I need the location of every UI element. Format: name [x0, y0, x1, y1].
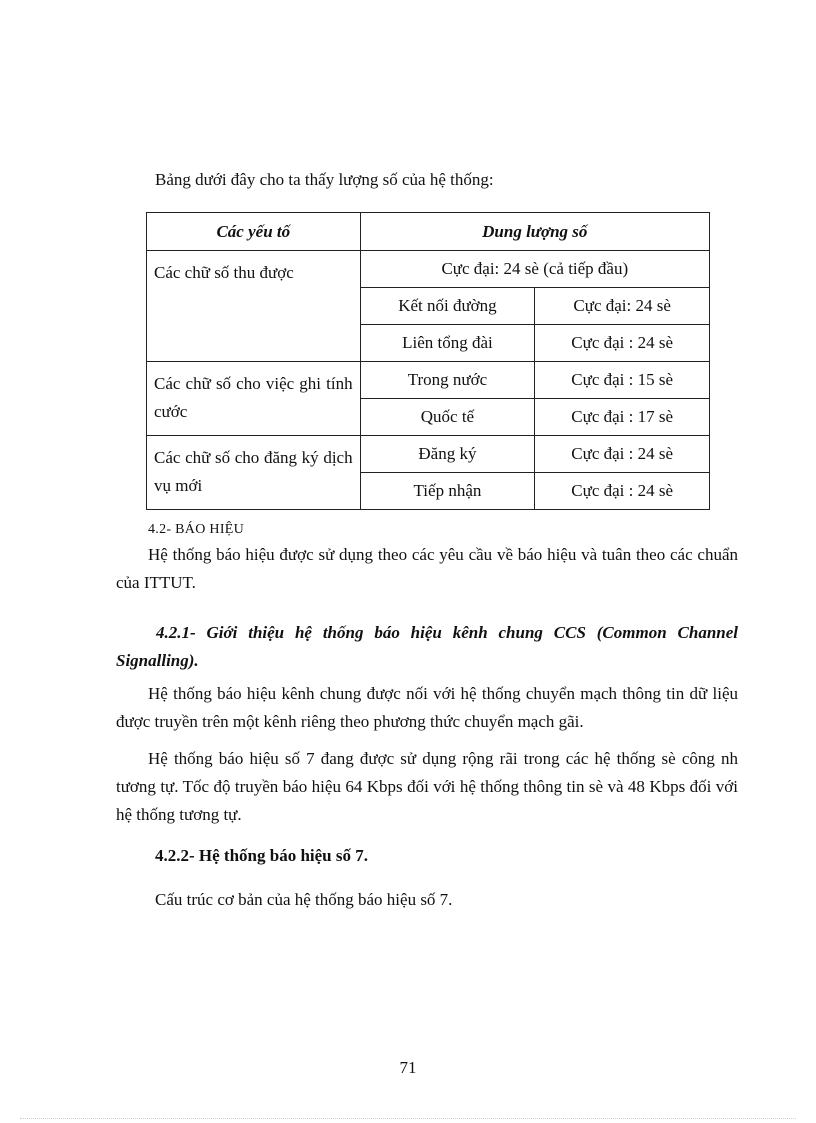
section-4-2-heading: 4.2- BÁO HIỆU — [148, 522, 245, 537]
international-cell: Quốc tế — [360, 399, 535, 436]
acceptance-max-cell: Cực đại : 24 sè — [535, 473, 710, 510]
digit-capacity-table — [146, 212, 710, 510]
domestic-cell: Trong nước — [360, 362, 535, 399]
header-factor: Các yếu tố — [147, 213, 361, 251]
table-row — [147, 251, 710, 288]
table-row — [147, 362, 710, 399]
new-service-digits-cell: Các chữ số cho đăng ký dịch vụ mới — [147, 436, 361, 510]
inter-exchange-max-cell: Cực đại : 24 sè — [535, 325, 710, 362]
received-max-cell: Cực đại: 24 sè (cả tiếp đầu) — [360, 251, 709, 288]
section-4-2-2-paragraph: Cấu trúc cơ bản của hệ thống báo hiệu số 7. — [155, 890, 453, 909]
section-4-2-1-paragraph-2: Hệ thống báo hiệu số 7 đang được sử dụng rộng rãi trong các hệ thống sè công nh tương tự. Tốc độ truyền báo hiệu 64 Kbps đối với hệ thống thông tin sè và 48 Kbps đối với hệ thống tương tự. — [116, 749, 738, 824]
section-4-2-1-paragraph-1: Hệ thống báo hiệu kênh chung được nối với hệ thống chuyển mạch thông tin dữ liệu được truyền trên một kênh riêng theo phương thức chuyển mạch gãi. — [116, 684, 738, 731]
section-4-2-1-heading: 4.2.1- Giới thiệu hệ thống báo hiệu kênh chung CCS (Common Channel Signalling). — [116, 623, 738, 670]
international-max-cell: Cực đại : 17 sè — [535, 399, 710, 436]
registration-max-cell: Cực đại : 24 sè — [535, 436, 710, 473]
domestic-max-cell: Cực đại : 15 sè — [535, 362, 710, 399]
received-digits-cell: Các chữ số thu được — [147, 251, 361, 362]
section-4-2-2-heading: 4.2.2- Hệ thống báo hiệu số 7. — [155, 846, 368, 865]
billing-digits-cell: Các chữ số cho việc ghi tính cước — [147, 362, 361, 436]
table-row — [147, 436, 710, 473]
table-header-row — [147, 213, 710, 251]
inter-exchange-cell: Liên tổng đài — [360, 325, 535, 362]
footer-divider — [20, 1118, 796, 1119]
page-number: 71 — [399, 1058, 417, 1077]
header-capacity: Dung lượng số — [360, 213, 709, 251]
section-4-2-paragraph: Hệ thống báo hiệu được sử dụng theo các yêu cầu về báo hiệu và tuân theo các chuẩn của ITTUT. — [116, 545, 738, 592]
intro-text: Bảng dưới đây cho ta thấy lượng số của hệ thống: — [155, 170, 494, 189]
registration-cell: Đăng ký — [360, 436, 535, 473]
acceptance-cell: Tiếp nhận — [360, 473, 535, 510]
route-connection-max-cell: Cực đại: 24 sè — [535, 288, 710, 325]
route-connection-cell: Kết nối đường — [360, 288, 535, 325]
